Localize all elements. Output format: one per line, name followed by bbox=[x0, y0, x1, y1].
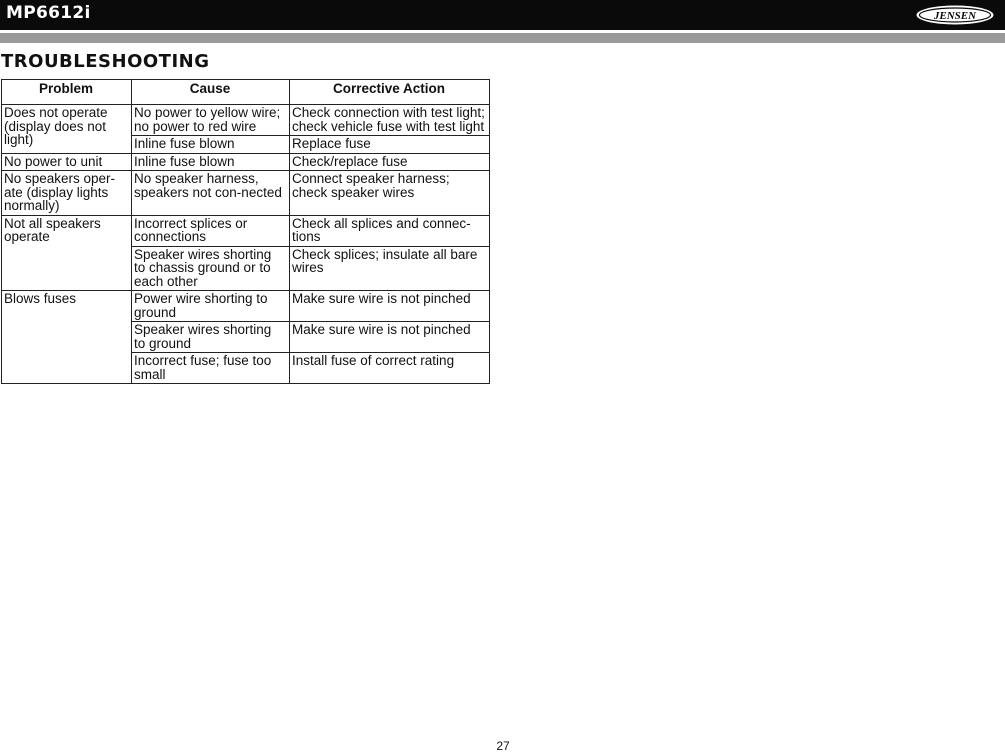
action-cell: Check all splices and connec-tions bbox=[290, 215, 490, 246]
action-cell: Check/replace fuse bbox=[290, 153, 490, 171]
table-row bbox=[2, 291, 490, 322]
action-cell: Replace fuse bbox=[290, 136, 490, 154]
problem-cell: No power to unit bbox=[2, 153, 132, 171]
header-bar bbox=[0, 0, 1005, 30]
cause-cell: Inline fuse blown bbox=[132, 153, 290, 171]
action-cell: Connect speaker harness; check speaker wires bbox=[290, 171, 490, 216]
table-row bbox=[2, 153, 490, 171]
problem-cell: No speakers oper-ate (display lights normally) bbox=[2, 171, 132, 216]
column-header-cause: Cause bbox=[132, 80, 290, 105]
cause-cell: Inline fuse blown bbox=[132, 136, 290, 154]
cause-cell: No power to yellow wire; no power to red wire bbox=[132, 105, 290, 136]
action-cell: Make sure wire is not pinched bbox=[290, 322, 490, 353]
cause-cell: Incorrect fuse; fuse too small bbox=[132, 353, 290, 384]
problem-cell: Not all speakers operate bbox=[2, 215, 132, 291]
table-header-row bbox=[2, 80, 490, 105]
section-title: TROUBLESHOOTING bbox=[1, 51, 210, 72]
action-cell: Check connection with test light; check vehicle fuse with test light bbox=[290, 105, 490, 136]
jensen-logo-text: JENSEN bbox=[933, 10, 977, 22]
cause-cell: Speaker wires shorting to ground bbox=[132, 322, 290, 353]
cause-cell: Power wire shorting to ground bbox=[132, 291, 290, 322]
jensen-logo bbox=[915, 4, 995, 26]
page-number: 27 bbox=[496, 739, 510, 753]
table-row bbox=[2, 105, 490, 136]
table-row bbox=[2, 171, 490, 216]
troubleshooting-table bbox=[1, 79, 490, 384]
problem-cell: Does not operate (display does not light) bbox=[2, 105, 132, 154]
action-cell: Install fuse of correct rating bbox=[290, 353, 490, 384]
action-cell: Make sure wire is not pinched bbox=[290, 291, 490, 322]
cause-cell: Speaker wires shorting to chassis ground or to each other bbox=[132, 246, 290, 291]
model-title: MP6612i bbox=[6, 3, 91, 23]
column-header-corrective-action: Corrective Action bbox=[290, 80, 490, 105]
cause-cell: Incorrect splices or connections bbox=[132, 215, 290, 246]
header-divider-band bbox=[0, 33, 1005, 43]
column-header-problem: Problem bbox=[2, 80, 132, 105]
cause-cell: No speaker harness, speakers not con-nected bbox=[132, 171, 290, 216]
problem-cell: Blows fuses bbox=[2, 291, 132, 384]
table-row bbox=[2, 215, 490, 246]
action-cell: Check splices; insulate all bare wires bbox=[290, 246, 490, 291]
